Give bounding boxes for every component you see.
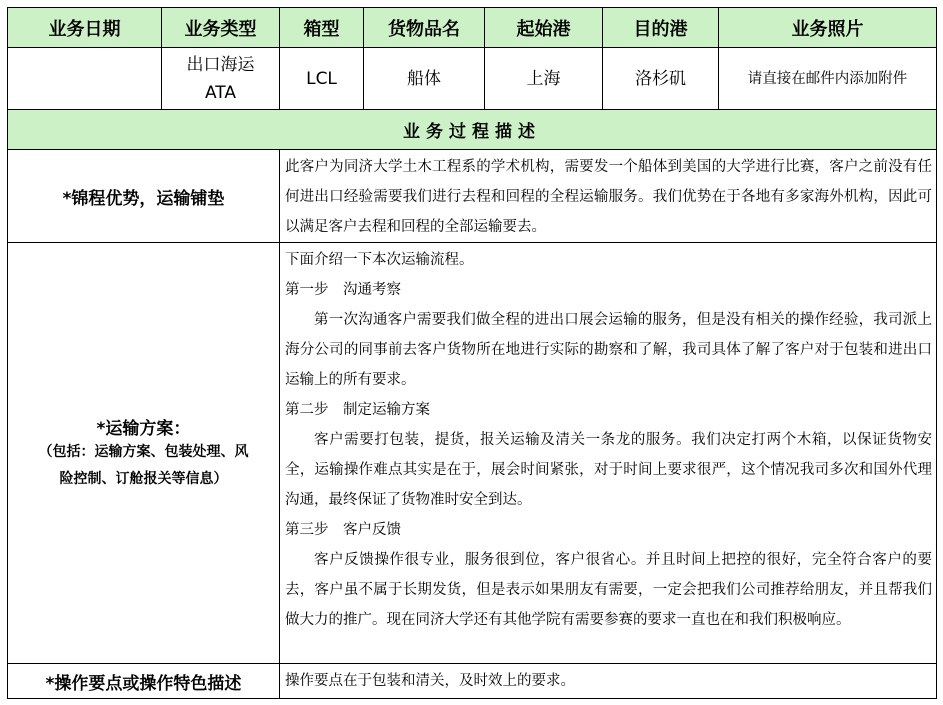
step2-text: 客户需要打包装，提货，报关运输及清关一条龙的服务。我们决定打两个木箱，以保证货物安全，运输操作难点其实是在于，展会时间紧张，对于时间上要求很严，这个情况我司多次和国外代理沟通，最终保证了货物准时安全到达。 bbox=[285, 432, 932, 508]
section-title-row bbox=[8, 110, 937, 150]
section-title: 业务过程描述 bbox=[8, 110, 937, 150]
record-type-line1: 出口海运 bbox=[186, 54, 255, 75]
plan-label-note2: 险控制、订舱报关等信息） bbox=[59, 470, 228, 487]
step3-text: 客户反馈操作很专业，服务很到位，客户很省心。并且时间上把控的很好，完全符合客户的要去，客户虽不属于长期发货，但是表示如果朋友有需要，一定会把我们公司推荐给朋友，并且帮我们做大力的推广。现在同济大学还有其他学院有需要参赛的要求一直也在和我们积极响应。 bbox=[285, 552, 932, 628]
record-dest[interactable]: 洛杉矶 bbox=[603, 48, 719, 110]
advantage-label: *锦程优势，运输铺垫 bbox=[8, 150, 280, 243]
step1-title: 第一步 沟通考察 bbox=[285, 282, 401, 298]
feature-label: *操作要点或操作特色描述 bbox=[8, 664, 280, 699]
step3-title: 第三步 客户反馈 bbox=[285, 522, 401, 538]
plan-label-note1: （包括：运输方案、包装处理、风 bbox=[38, 443, 249, 460]
header-type: 业务类型 bbox=[162, 8, 280, 48]
header-date: 业务日期 bbox=[8, 8, 162, 48]
plan-label bbox=[8, 243, 280, 664]
header-photo: 业务照片 bbox=[719, 8, 937, 48]
header-box: 箱型 bbox=[280, 8, 364, 48]
feature-row bbox=[8, 664, 937, 699]
plan-label-title: *运输方案： bbox=[96, 418, 191, 439]
record-type-line2: ATA bbox=[204, 82, 236, 103]
record-date[interactable] bbox=[8, 48, 162, 110]
plan-text[interactable] bbox=[280, 243, 937, 664]
header-dest: 目的港 bbox=[603, 8, 719, 48]
plan-row bbox=[8, 243, 937, 664]
business-case-form bbox=[7, 7, 937, 699]
advantage-text[interactable]: 此客户为同济大学土木工程系的学术机构，需要发一个船体到美国的大学进行比赛，客户之前没有任何进出口经验需要我们进行去程和回程的全程运输服务。我们优势在于各地有多家海外机构，因此可以满足客户去程和回程的全部运输要去。 bbox=[280, 150, 937, 243]
header-goods: 货物品名 bbox=[364, 8, 485, 48]
record-photo[interactable]: 请直接在邮件内添加附件 bbox=[719, 48, 937, 110]
record-row bbox=[8, 48, 937, 110]
step2-title: 第二步 制定运输方案 bbox=[285, 402, 430, 418]
plan-intro: 下面介绍一下本次运输流程。 bbox=[285, 252, 474, 268]
header-origin: 起始港 bbox=[485, 8, 603, 48]
record-box[interactable]: LCL bbox=[280, 48, 364, 110]
header-row bbox=[8, 8, 937, 48]
record-origin[interactable]: 上海 bbox=[485, 48, 603, 110]
feature-text[interactable]: 操作要点在于包装和清关，及时效上的要求。 bbox=[280, 664, 937, 699]
record-goods[interactable]: 船体 bbox=[364, 48, 485, 110]
record-type[interactable] bbox=[162, 48, 280, 110]
advantage-row bbox=[8, 150, 937, 243]
step1-text: 第一次沟通客户需要我们做全程的进出口展会运输的服务，但是没有相关的操作经验，我司派上海分公司的同事前去客户货物所在地进行实际的勘察和了解，我司具体了解了客户对于包装和进出口运输上的所有要求。 bbox=[285, 312, 932, 388]
